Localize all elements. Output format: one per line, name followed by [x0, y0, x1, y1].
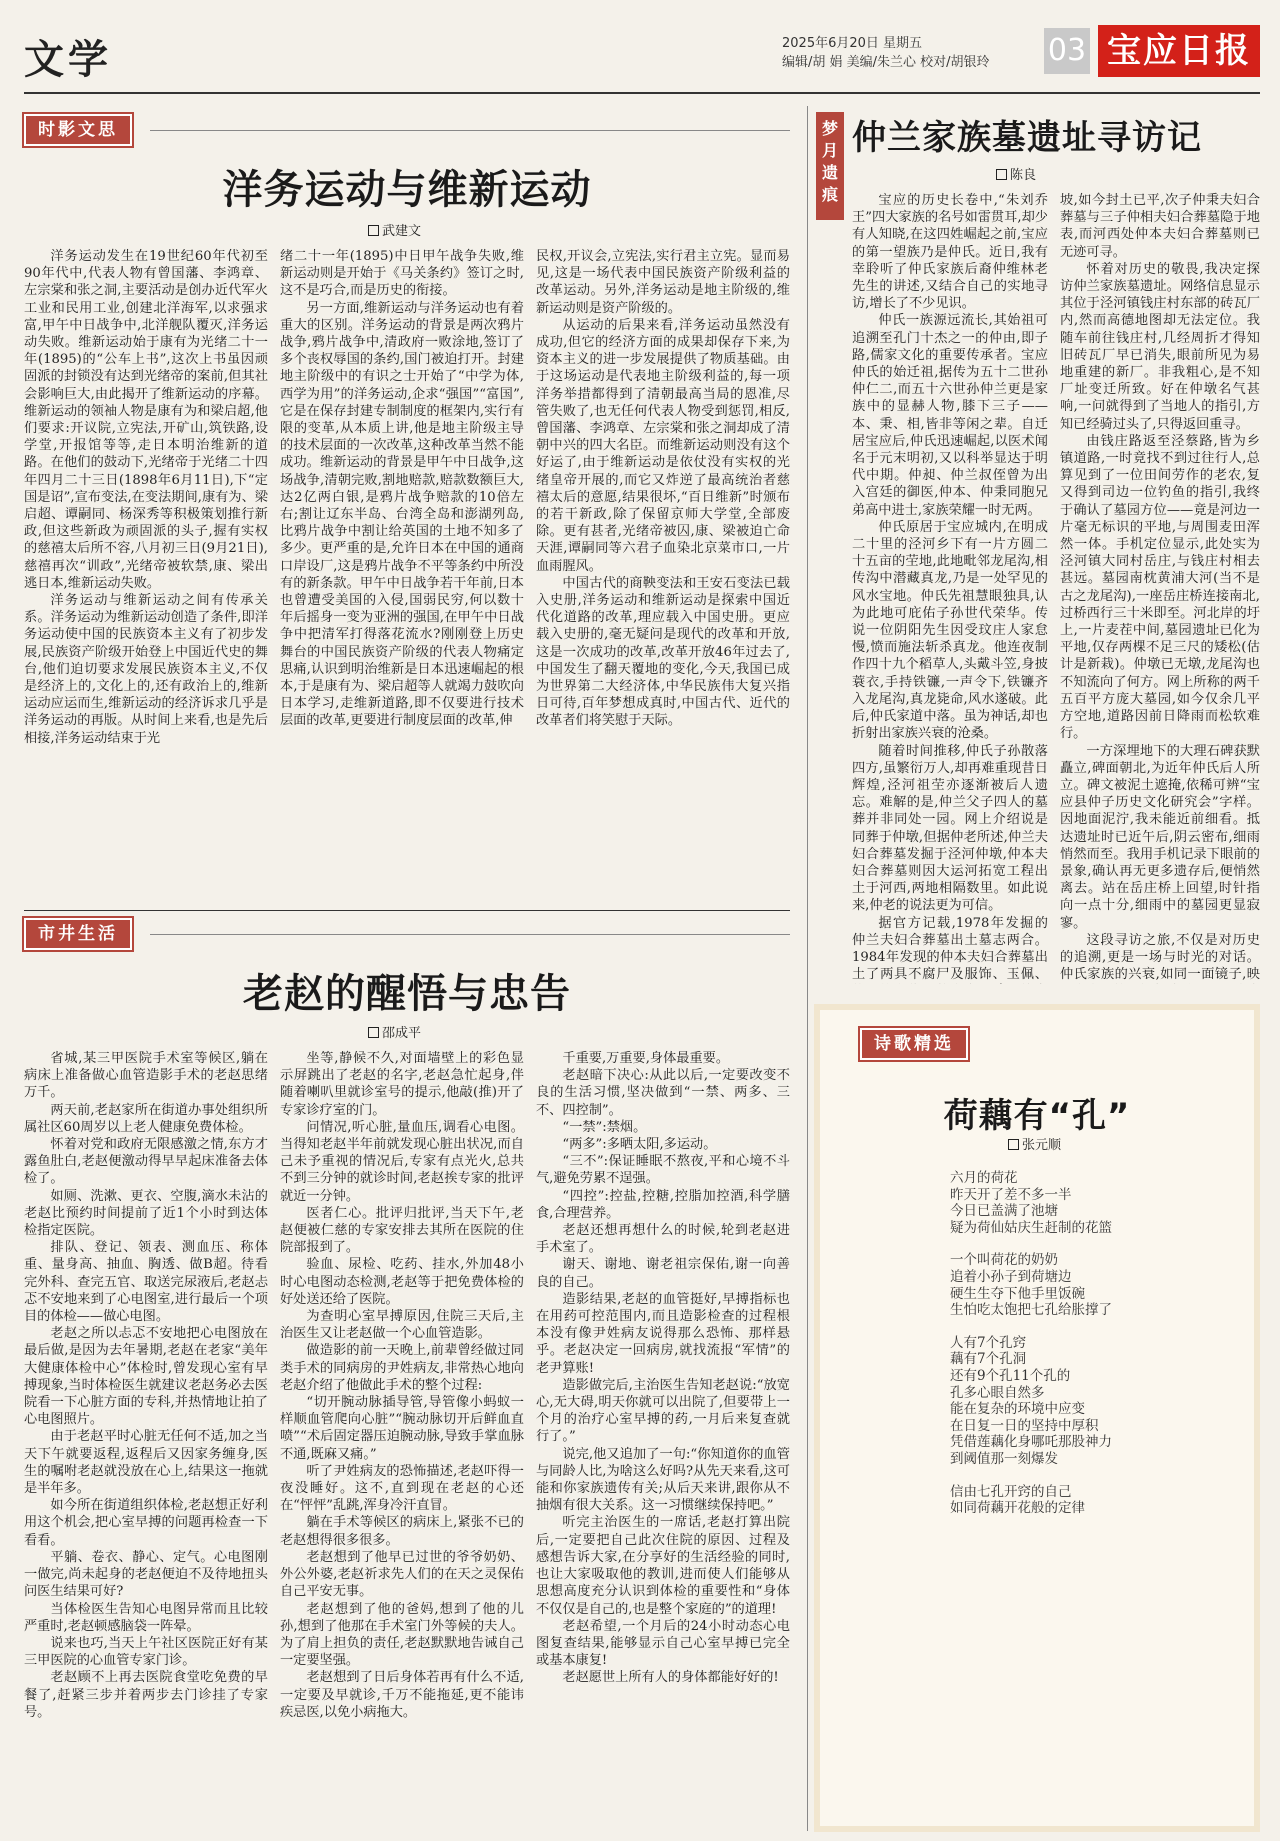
paragraph: 老赵想到了他早已过世的爷爷奶奶、外公外婆,老赵祈求先人们的在天之灵保佑自己平安无事。: [280, 1549, 524, 1600]
paragraph: 另一方面,维新运动与洋务运动也有着重大的区别。洋务运动的背景是两次鸦片战争,鸦片战争中,清政府一败涂地,签订了多个丧权辱国的条约,国门被迫打开。封建地主阶级中的有识之士开始了“中学为体,西学为用”的洋务运动,企求“强国”“富国”,它是在保存封建专制制度的框架内,实行有限的变革,从本质上讲,他是地主阶级主导的技术层面的一次改革,这种改革当然不能成功。维新运动的背景是甲午中日战争,这场战争,清朝完败,割地赔款,赔款数额巨大,达2亿两白银,是鸦片战争赔款的10倍左右;割让辽东半岛、台湾全岛和澎湖列岛,比鸦片战争中割让给英国的土地不知多了多少。更严重的是,允许日本在中国的通商口岸设厂,这是鸦片战争不平等条约中所没有的新条款。甲午中日战争若干年前,日本也曾遭受美国的入侵,国弱民穷,何以数十年后摇身一变为亚洲的强国,在甲午中日战争中把清军打得落花流水?刚刚登上历史舞台的中国民族资产阶级的代表人物痛定思痛,认识到明治维新是日本迅速崛起的根本,于是康有为、梁启超等人就竭力鼓吹向日本学习,走维新道路,即不仅要进行技术层面的改革,更要进行制度层面的改革,伸: [280, 300, 524, 729]
paragraph: 医者仁心。批评归批评,当天下午,老赵便被仁慈的专家安排去其所在医院的住院部报到了。: [280, 1205, 524, 1256]
issue-date: 2025年6月20日 星期五: [782, 36, 923, 51]
paragraph: 洋务运动发生在19世纪60年代初至90年代中,代表人物有曾国藩、李鸿章、左宗棠和张之洞,主要活动是创办近代军火工业和民用工业,创建北洋海军,以求强求富,甲午中日战争中,北洋舰队覆灭,洋务运动失败。维新运动始于康有为光绪二十一年(1895)的“公车上书”,这次上书虽因顽固派的封锁没有达到光绪帝的案前,但其社会影响巨大,由此揭开了维新运动的序幕。维新运动的领袖人物是康有为和梁启超,他们要求:开议院,立宪法,开矿山,筑铁路,设学堂,开报馆等等,走日本明治维新的道路。在他们的鼓动下,光绪帝于光绪二十四年四月二十三日(1898年6月11日),下“定国是诏”,宣布变法,在变法期间,康有为、梁启超、谭嗣同、杨深秀等积极策划推行新政,但这些新政为顽固派的头子,握有实权的慈禧太后所不容,八月初三日(9月21日),慈禧再次“训政”,光绪帝被软禁,康、梁出逃日本,维新运动失败。: [24, 249, 268, 591]
page-number: 03: [1044, 28, 1090, 74]
paragraph: 造影做完后,主治医生告知老赵说:“放宽心,无大碍,明天你就可以出院了,但要带上一个月的治疗心室早搏的药,一月后来复查就行了。”: [536, 1377, 790, 1445]
poem-line: 六月的荷花: [950, 1170, 1018, 1186]
paragraph: 说来也巧,当天上午社区医院正好有某三甲医院的心血管专家门诊。: [24, 1635, 268, 1669]
poem-title: 荷藕有“孔”: [943, 1096, 1131, 1136]
paragraph: “两多”:多晒太阳,多运动。: [562, 1137, 717, 1153]
poem-line: 在日复一日的坚持中厚积: [950, 1417, 1099, 1434]
poem-stanza: [950, 1170, 1250, 1236]
paragraph: 由于老赵平时心脏无任何不适,加之当天下午就要返程,返程后又因家务缠身,医生的嘱咐老赵就没放在心上,结果这一拖就是半年多。: [24, 1429, 268, 1497]
paragraph: “切开腕动脉插导管,导管像小蚂蚁一样顺血管爬向心脏”“腕动脉切开后鲜血直喷”“术后固定器压迫腕动脉,导致手掌血脉不通,既麻又痛。”: [280, 1395, 524, 1462]
article-column-laozhao-1: [24, 1050, 268, 1832]
poem-line: 如同荷藕开花般的定律: [950, 1500, 1085, 1517]
poem-line: 一个叫荷花的奶奶: [950, 1252, 1058, 1269]
column-tag-mengyue: 梦月遗痕: [816, 112, 844, 220]
article-column-zhonglan-1: [852, 192, 1048, 984]
paragraph: 躺在手术等候区的病床上,紧张不已的老赵想得很多很多。: [280, 1515, 524, 1548]
paragraph: “四控”:控盐,控糖,控脂加控酒,科学膳食,合理营养。: [536, 1188, 790, 1221]
article-column-yangwu-2: [280, 248, 524, 902]
paragraph: 老赵顾不上再去医院食堂吃免费的早餐了,赶紧三步并着两步去门诊挂了专家号。: [24, 1670, 268, 1720]
paragraph: 听了尹姓病友的恐怖描述,老赵吓得一夜没睡好。这不,直到现在老赵的心还在“怦怦”乱跳,浑身冷汗直冒。: [280, 1463, 524, 1514]
paragraph: 老赵暗下决心:从此以后,一定要改变不良的生活习惯,坚决做到“一禁、两多、三不、四控制”。: [536, 1068, 790, 1118]
paragraph: 为查明心室早搏原因,住院三天后,主治医生又让老赵做一个心血管造影。: [280, 1309, 524, 1342]
tag-rule: [150, 934, 790, 935]
tag-rule: [150, 130, 790, 131]
paragraph: 宝应的历史长卷中,“朱刘乔王”四大家族的名号如雷贯耳,却少有人知晓,在这四姓崛起之前,宝应的第一望族乃是仲氏。近日,我有幸聆听了仲氏家族后裔仲维林老先生的讲述,又结合自己的实地寻访,增长了不少见识。: [852, 193, 1048, 312]
poem-line: 还有9个孔11个孔的: [950, 1367, 1071, 1384]
poem-line: 生怕吃太饱把七孔给胀撑了: [950, 1302, 1112, 1319]
column-tag-shige: 诗歌精选: [860, 1028, 968, 1060]
paragraph: 中国古代的商鞅变法和王安石变法已载入史册,洋务运动和维新运动是探索中国近代化道路的改革,理应载入中国史册。更应载入史册的,毫无疑问是现代的改革和开放,这是一次成功的改革,改革开放46年过去了,中国发生了翻天覆地的变化,今天,我国已成为世界第二大经济体,中华民族伟大复兴指日可待,百年梦想成真时,中国古代、近代的改革者们将笑慰于天际。: [536, 575, 790, 729]
paragraph: 千重要,万重要,身体最重要。: [562, 1051, 730, 1066]
paragraph: 随着时间推移,仲氏子孙散落四方,虽繁衍万人,却再难重现昔日辉煌,泾河祖茔亦逐渐被后人遗忘。难解的是,仲兰父子四人的墓葬并非同处一园。网上介绍说是同葬于仲墩,但据仲老所述,仲兰夫妇合葬墓发掘于泾河仲墩,仲本夫妇合葬墓则因大运河拓宽工程出土于河西,两地相隔数里。如此说来,仲老的说法更为可信。: [852, 743, 1048, 914]
paragraph: 坐等,静候不久,对面墙壁上的彩色显示屏跳出了老赵的名字,老赵急忙起身,伴随着喇叭里就诊室号的提示,他敲(推)开了专家诊疗室的门。: [280, 1051, 524, 1118]
paragraph: 老赵之所以忐忑不安地把心电图放在最后做,是因为去年暑期,老赵在老家“美年大健康体检中心”体检时,曾发现心室有早搏现象,当时体检医生就建议老赵务必去医院看一下心脏方面的专科,并热情地让拍了心电图照片。: [24, 1326, 268, 1428]
paragraph: 从运动的后果来看,洋务运动虽然没有成功,但它的经济方面的成果却保存下来,为资本主义的进一步发展提供了物质基础。由于这场运动是代表地主阶级利益的,每一项洋务举措都得到了清朝最高当局的恩准,尽管失败了,也无任何代表人物受到惩罚,相反,曾国藩、李鸿章、左宗棠和张之洞却成了清朝中兴的四大名臣。而维新运动则没有这个好运了,由于维新运动是依仗没有实权的光绪皇帝开展的,而它又炸逆了最高统治者慈禧太后的意愿,结果很坏,“百日维新”时颁布的若干新政,除了保留京师大学堂,全部废除。更有甚者,光绪帝被囚,康、梁被迫亡命天涯,谭嗣同等六君子血染北京菜市口,一片血雨腥风。: [536, 317, 790, 574]
paragraph: 如今所在街道组织体检,老赵想正好利用这个机会,把心室早搏的问题再检查一下看看。: [24, 1498, 268, 1548]
paragraph: 老赵愿世上所有人的身体都能好好的!: [562, 1670, 779, 1686]
article-column-yangwu-1: [24, 248, 268, 902]
poem-line: 到阈值那一刻爆发: [950, 1450, 1058, 1467]
paragraph: 洋务运动与维新运动之间有传承关系。洋务运动为维新运动创造了条件,即洋务运动使中国的民族资本主义有了初步发展,民族资产阶级开始登上中国近代史的舞台,他们迫切要求发展民族资本主义,不仅是经济上的,文化上的,还有政治上的,维新运动应运而生,维新运动的经济诉求几乎是洋务运动的再版。从时间上来看,也是先后相接,洋务运动结束于光: [24, 593, 268, 746]
paragraph: 一方深埋地下的大理石碑获默矗立,碑面朝北,为近年仲氏后人所立。碑文被泥土遮掩,依稀可辨“宝应县仲子历史文化研究会”字样。因地面泥泞,我未能近前细看。抵达遗址时已近午后,阴云密布,细雨悄然而至。我用手机记录下眼前的景象,确认再无更多遗存后,便悄然离去。站在岳庄桥上回望,时针指向一点十分,细雨中的墓园更显寂寥。: [1060, 743, 1260, 931]
poem-line: 凭借莲藕化身哪吒那股神力: [950, 1434, 1112, 1451]
poem-line: 人有7个孔窍: [950, 1334, 1027, 1351]
poem-line: 硬生生夺下他手里饭碗: [950, 1285, 1085, 1302]
paragraph: 仲氏原居于宝应城内,在明成二十里的泾河乡下有一片方圆二十五亩的茔地,此地毗邻龙尾沟,相传沟中潜藏真龙,乃是一处罕见的风水宝地。仲氏先祖慧眼独具,认为此地可庇佑子孙世代荣华。传说一位阴阳先生因受玟庄人家怠慢,愤而施法斩杀真龙。他连夜制作四十九个稻草人,头戴斗笠,身披蓑衣,手持铁镰,一声令下,铁镰齐入龙尾沟,真龙毙命,风水遂破。此后,仲氏家道中落。虽为神话,却也折射出家族兴衰的沧桑。: [852, 519, 1048, 742]
article-title-zhonglan: 仲兰家族墓遗址寻访记: [852, 118, 1202, 158]
masthead-rule: [24, 92, 1260, 94]
issue-info: [782, 34, 1052, 72]
paragraph: 仲氏一族源远流长,其始祖可追溯至孔门十杰之一的仲由,即子路,儒家文化的重要传承者。宝应仲氏的始迁祖,据传为五十二世孙仲仁二,而五十六世孙仲兰更是家族中的显赫人物,膝下三子——本、秉、相,皆非等闲之辈。自迁居宝应后,仲氏迅速崛起,以医术闻名于元末明初,又以科举显达于明代中期。仲昶、仲兰叔侄曾为出入宫廷的御医,仲本、仲秉同胞兄弟高中进士,家族荣耀一时无两。: [852, 313, 1048, 518]
paragraph: 坡,如今封土已平,次子仲秉夫妇合葬墓与三子仲相夫妇合葬墓隐于地表,而河西处仲本夫妇合葬墓则已无迹可寻。: [1060, 193, 1260, 260]
poem-stanza: [950, 1252, 1250, 1318]
paragraph: 据官方记载,1978年发掘的仲兰夫妇合葬墓出土墓志两合。1984年发现的仲本夫妇合葬墓出土了两具不腐尸及服饰、玉佩、: [852, 915, 1048, 983]
article-column-yangwu-3: [536, 248, 790, 902]
column-tag-shiying: 时影文思: [24, 114, 132, 146]
poem-line: 追着小孙子到荷塘边: [950, 1268, 1072, 1285]
paragraph: 排队、登记、领表、测血压、称体重、量身高、抽血、胸透、做B超。待看完外科、查完五官、取送完尿液后,老赵忐忑不安地来到了心电图室,进行最后一个项目的体检——做心电图。: [24, 1240, 268, 1325]
article-title-laozhao: 老赵的醒悟与忠告: [243, 971, 571, 1017]
paragraph: 造影结果,老赵的血管挺好,早搏指标也在用药可控范围内,而且造影检查的过程根本没有像尹姓病友说得那么恐怖、那样悬乎。老赵决定一回病房,就找流报“军情”的老尹算账!: [536, 1291, 790, 1376]
paragraph: 两天前,老赵家所在街道办事处组织所属社区60周岁以上老人健康免费体检。: [24, 1102, 268, 1135]
poem-line: 能在复杂的环境中应变: [950, 1401, 1085, 1418]
paragraph: 听完主治医生的一席话,老赵打算出院后,一定要把自己此次住院的原因、过程及感想告诉大家,在分享好的生活经验的同时,也让大家吸取他的教训,进而使人们能够从思想高度充分认识到体检的重要性和“身体不仅仅是自己的,也是整个家庭的”的道理!: [536, 1515, 790, 1617]
paragraph: 问情况,听心脏,量血压,调看心电图。当得知老赵半年前就发现心脏出状况,而自己未予重视的情况后,专家有点光火,总共不到三分钟的就诊时间,老赵挨专家的批评就近一分钟。: [280, 1119, 524, 1204]
paragraph: 绪二十一年(1895)中日甲午战争失败,维新运动则是开始于《马关条约》签订之时,这不是巧合,而是历史的衔接。: [280, 249, 524, 299]
poem-body: [950, 1170, 1250, 1533]
poem-line: 昨天开了差不多一半: [950, 1186, 1072, 1203]
article-byline-yangwu: 武建文: [368, 220, 421, 239]
column-tag-shijing: 市井生活: [24, 918, 132, 950]
article-column-laozhao-2: [280, 1050, 524, 1832]
paragraph: 平躺、卷衣、静心、定气。心电图刚一做完,尚未起身的老赵便迫不及待地扭头问医生结果可好?: [24, 1549, 268, 1600]
section-divider: [24, 910, 790, 911]
paragraph: 当体检医生告知心电图异常而且比较严重时,老赵顿感脑袋一阵晕。: [24, 1601, 268, 1634]
paragraph: 谢天、谢地、谢老祖宗保佑,谢一向善良的自己。: [536, 1257, 790, 1290]
poem-line: 疑为荷仙姑庆生赶制的花篮: [950, 1219, 1112, 1236]
paragraph: 怀着对历史的敬畏,我决定探访仲兰家族墓遗址。网络信息显示其位于泾河镇钱庄村东部的砖瓦厂内,然而高德地图却无法定位。我随车前往钱庄村,几经周折才得知旧砖瓦厂早已消失,眼前所见为易地重建的新厂。非我粗心,是不知厂址变迁所致。好在仲墩名气甚响,一问就得到了当地人的指引,方知已经骑过头了,只得返回重寻。: [1060, 261, 1260, 432]
paragraph: 民权,开议会,立宪法,实行君主立宪。显而易见,这是一场代表中国民族资产阶级利益的改革运动。另外,洋务运动是地主阶级的,维新运动则是资产阶级的。: [536, 249, 790, 316]
section-title: 文学: [24, 37, 112, 83]
column-divider: [807, 106, 808, 1831]
newspaper-logo: 宝应日报: [1098, 25, 1260, 77]
article-column-zhonglan-2: [1060, 192, 1260, 984]
poem-stanza: [950, 1484, 1250, 1517]
paragraph: 如厕、洗漱、更衣、空腹,滴水未沾的老赵比预约时间提前了近1个小时到达体检指定医院。: [24, 1188, 268, 1239]
paragraph: 验血、尿检、吃药、挂水,外加48小时心电图动态检测,老赵等于把免费体检的好处送还给了医院。: [280, 1257, 524, 1307]
paragraph: 怀着对党和政府无限感激之情,东方才露鱼肚白,老赵便激动得早早起床准备去体检了。: [24, 1137, 268, 1187]
paragraph: “三不”:保证睡眠不熬夜,平和心境不斗气,避免劳累不逞强。: [536, 1154, 790, 1187]
poem-line: 信由七孔开窍的自己: [950, 1483, 1072, 1500]
paragraph: 老赵想到了他的爸妈,想到了他的儿孙,想到了他那在手术室门外等候的夫人。为了肩上担负的责任,老赵默默地告诫自己一定要坚强。: [280, 1601, 524, 1669]
poem-line: 藕有7个孔洞: [950, 1351, 1027, 1368]
poem-box: [814, 1004, 1260, 1832]
paragraph: 说完,他又追加了一句:“你知道你的血管与同龄人比,为啥这么好吗?从先天来看,这可能和你家族遗传有关;从后天来讲,跟你从不抽烟有很大关系。这一习惯继续保持吧。”: [536, 1446, 790, 1514]
editor-credits: 编辑/胡 娟 美编/朱兰心 校对/胡银玲: [782, 55, 990, 70]
poem-line: 孔多心眼自然多: [950, 1384, 1045, 1401]
paragraph: 老赵想到了日后身体若再有什么不适,一定要及早就诊,千万不能拖延,更不能讳疾忌医,以免小病拖大。: [280, 1670, 524, 1720]
poem-stanza: [950, 1335, 1250, 1468]
paragraph: 老赵还想再想什么的时候,轮到老赵进手术室了。: [536, 1223, 790, 1256]
paragraph: 老赵希望,一个月后的24小时动态心电图复查结果,能够显示自己心室早搏已完全或基本康复!: [536, 1618, 790, 1669]
article-byline-zhonglan: 陈良: [996, 164, 1036, 183]
paragraph: “一禁”:禁烟。: [562, 1119, 647, 1135]
poem-line: 今日已盖满了池塘: [950, 1203, 1058, 1220]
article-column-laozhao-3: [536, 1050, 790, 1832]
poem-byline: 张元顺: [1008, 1134, 1061, 1153]
article-byline-laozhao: 邵成平: [368, 1022, 421, 1041]
paragraph: 省城,某三甲医院手术室等候区,躺在病床上准备做心血管造影手术的老赵思绪万千。: [24, 1051, 268, 1101]
article-title-yangwu: 洋务运动与维新运动: [222, 167, 592, 213]
paragraph: 这段寻访之旅,不仅是对历史的追溯,更是一场与时光的对话。仲氏家族的兴衰,如同一面镜子,映: [1060, 932, 1260, 983]
paragraph: 由钱庄路返至泾蔡路,皆为乡镇道路,一时竟找不到过往行人,总算见到了一位田间劳作的老农,复又得到司边一位钓鱼的指引,我终于确认了墓园方位——竟是河边一片毫无标识的平地,与周围麦田浑然一体。手机定位显示,此处实为泾河镇大同村岳庄,与钱庄村相去甚远。墓园南枕黄浦大河(当不是古之龙尾沟),一座岳庄桥连接南北,过桥西行三十米即至。河北岸的圩上,一片麦茬中间,墓园遗址已化为平地,仅存两棵不足三尺的矮松(估计是新栽)。仲墩已无墩,龙尾沟也不知流向了何方。网上所称的两千五百平方庞大墓园,如今仅余几平方空地,道路因前日降雨而松软难行。: [1060, 433, 1260, 742]
paragraph: 做造影的前一天晚上,前辈曾经做过同类手术的同病房的尹姓病友,非常热心地向老赵介绍了他做此手术的整个过程:: [280, 1343, 524, 1393]
